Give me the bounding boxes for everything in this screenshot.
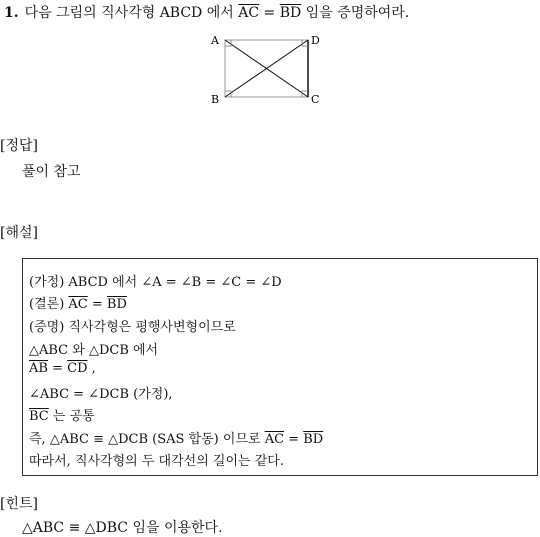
question-text-after: 임을 증명하여라. xyxy=(301,5,410,21)
explanation-line xyxy=(29,450,284,469)
explanation-line xyxy=(29,383,173,402)
hint-label: [힌트] xyxy=(0,496,38,512)
line-text: ∠ABC = ∠DCB (가정), xyxy=(29,387,173,402)
answer-text: 풀이 참고 xyxy=(22,164,81,180)
line-text: (가정) ABCD 에서 ∠A = ∠B = ∠C = ∠D xyxy=(29,275,282,290)
segment-bd: $\overline{BD}$ xyxy=(303,432,324,447)
vertex-label-b: B xyxy=(211,93,220,106)
question-text-before: 다음 그림의 직사각형 ABCD 에서 xyxy=(24,5,239,21)
explanation-line xyxy=(29,428,323,447)
explanation-line xyxy=(29,271,282,290)
explanation-line xyxy=(29,316,236,335)
vertex-label-a: A xyxy=(211,34,219,47)
line-text: 즉, △ABC ≡ △DCB (SAS 합동) 이므로 xyxy=(29,432,265,447)
line-text: 따라서, 직사각형의 두 대각선의 길이는 같다. xyxy=(29,454,284,469)
equals-sign: = xyxy=(259,5,280,21)
line-text: △ABC 와 △DCB 에서 xyxy=(29,343,159,358)
explanation-line xyxy=(29,361,96,376)
explanation-line xyxy=(29,293,127,312)
vertex-label-c: C xyxy=(311,93,320,106)
segment-ac: $\overline{AC}$ xyxy=(68,297,88,312)
segment-bd: $\overline{BD}$ xyxy=(279,5,302,21)
segment-bd: $\overline{BD}$ xyxy=(106,297,127,312)
segment-bc: $\overline{BC}$ xyxy=(29,409,49,424)
answer-label: [정답] xyxy=(0,138,38,154)
explanation-line xyxy=(29,339,158,358)
segment-ac: $\overline{AC}$ xyxy=(238,5,260,21)
explanation-line xyxy=(29,405,95,424)
segment-ac: $\overline{AC}$ xyxy=(264,432,285,447)
hint-text: △ABC ≡ △DBC 임을 이용한다. xyxy=(22,520,223,536)
segment-cd: $\overline{CD}$ xyxy=(67,361,88,376)
rectangle-figure xyxy=(205,30,325,108)
question-number: 1. xyxy=(4,5,19,21)
equals-sign: = xyxy=(87,297,107,312)
vertex-label-d: D xyxy=(311,34,320,47)
equals-sign: = xyxy=(284,432,304,447)
segment-ab: $\overline{AB}$ xyxy=(29,361,48,376)
line-text: 는 공통 xyxy=(48,409,95,424)
equals-sign: = xyxy=(47,361,68,376)
question-title xyxy=(4,2,409,22)
line-text: (결론) xyxy=(29,297,69,312)
line-text: , xyxy=(87,361,96,376)
line-text: (증명) 직사각형은 평행사변형이므로 xyxy=(29,320,236,335)
explanation-box xyxy=(22,258,538,476)
explanation-label: [해설] xyxy=(0,225,38,241)
